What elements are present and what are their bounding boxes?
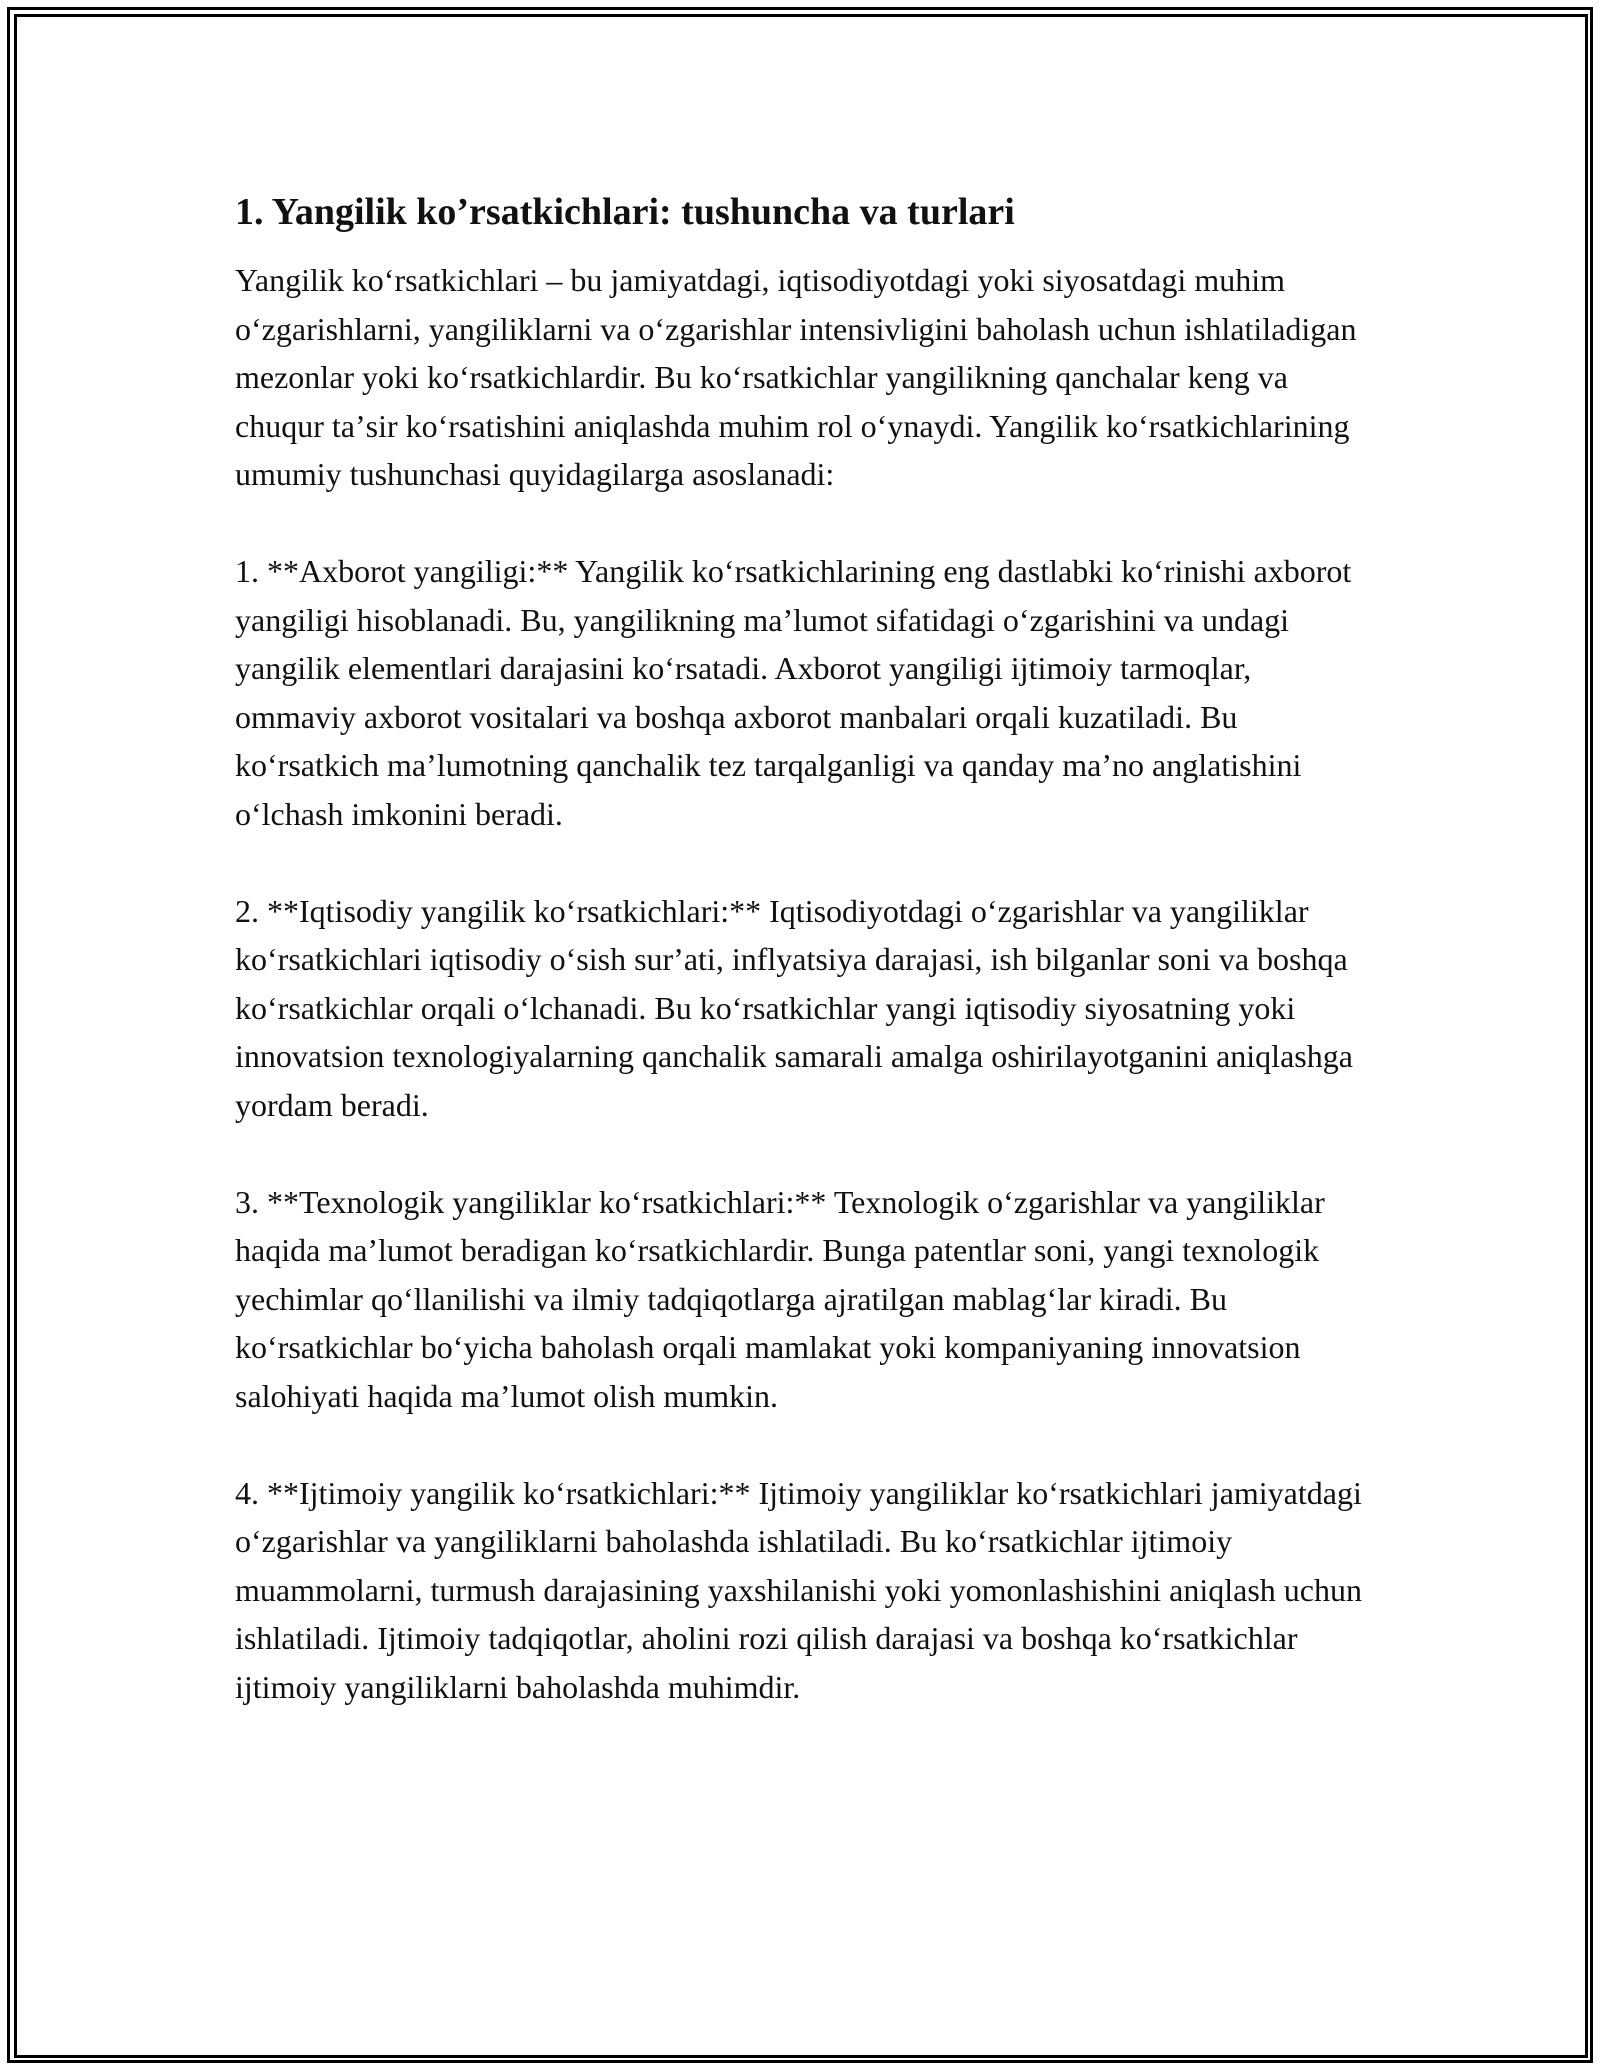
paragraph-technological-indicators: 3. **Texnologik yangiliklar koʻrsatkichlari:** Texnologik oʻzgarishlar va yangiliklar haqida maʼlumot beradigan koʻrsatkichlardir. Bunga patentlar soni, yangi texnologik yechimlar qoʻllanilishi va ilmiy tadqiqotlarga ajratilgan mablagʻlar kiradi. Bu koʻrsatkichlar boʻyicha baholash orqali mamlakat yoki kompaniyaning innovatsion salohiyati haqida maʼlumot olish mumkin.	[235, 1183, 1325, 1414]
paragraph-economic-indicators: 2. **Iqtisodiy yangilik koʻrsatkichlari:** Iqtisodiyotdagi oʻzgarishlar va yangiliklar koʻrsatkichlari iqtisodiy oʻsish surʼati, inflyatsiya darajasi, ish bilganlar soni va boshqa koʻrsatkichlar orqali oʻlchanadi. Bu koʻrsatkichlar yangi iqtisodiy siyosatning yoki innovatsion texnologiyalarning qanchalik samarali amalga oshirilayotganini aniqlashga yordam beradi.	[235, 892, 1353, 1123]
intro-paragraph: Yangilik koʻrsatkichlari – bu jamiyatdagi, iqtisodiyotdagi yoki siyosatdagi muhim oʻzgarishlarni, yangiliklarni va oʻzgarishlar intensivligini baholash uchun ishlatiladigan mezonlar yoki koʻrsatkichlardir. Bu koʻrsatkichlar yangilikning qanchalar keng va chuqur taʼsir koʻrsatishini aniqlashda muhim rol oʻynaydi. Yangilik koʻrsatkichlarining umumiy tushunchasi quyidagilarga asoslanadi:	[235, 262, 1357, 492]
paragraph-information-novelty: 1. **Axborot yangiligi:** Yangilik koʻrsatkichlarining eng dastlabki koʻrinishi axborot yangiligi hisoblanadi. Bu, yangilikning maʼlumot sifatidagi oʻzgarishini va undagi yangilik elementlari darajasini koʻrsatadi. Axborot yangiligi ijtimoiy tarmoqlar, ommaviy axborot vositalari va boshqa axborot manbalari orqali kuzatiladi. Bu koʻrsatkich maʼlumotning qanchalik tez tarqalganligi va qanday maʼno anglatishini oʻlchash imkonini beradi.	[235, 553, 1352, 832]
document-body	[235, 186, 1375, 1711]
section-heading: 1. Yangilik ko’rsatkichlari: tushuncha va turlari	[235, 191, 1015, 233]
paragraph-social-indicators: 4. **Ijtimoiy yangilik koʻrsatkichlari:** Ijtimoiy yangiliklar koʻrsatkichlari jamiyatdagi oʻzgarishlar va yangiliklarni baholashda ishlatiladi. Bu koʻrsatkichlar ijtimoiy muammolarni, turmush darajasining yaxshilanishi yoki yomonlashishini aniqlash uchun ishlatiladi. Ijtimoiy tadqiqotlar, aholini rozi qilish darajasi va boshqa koʻrsatkichlar ijtimoiy yangiliklarni baholashda muhimdir.	[235, 1474, 1362, 1705]
